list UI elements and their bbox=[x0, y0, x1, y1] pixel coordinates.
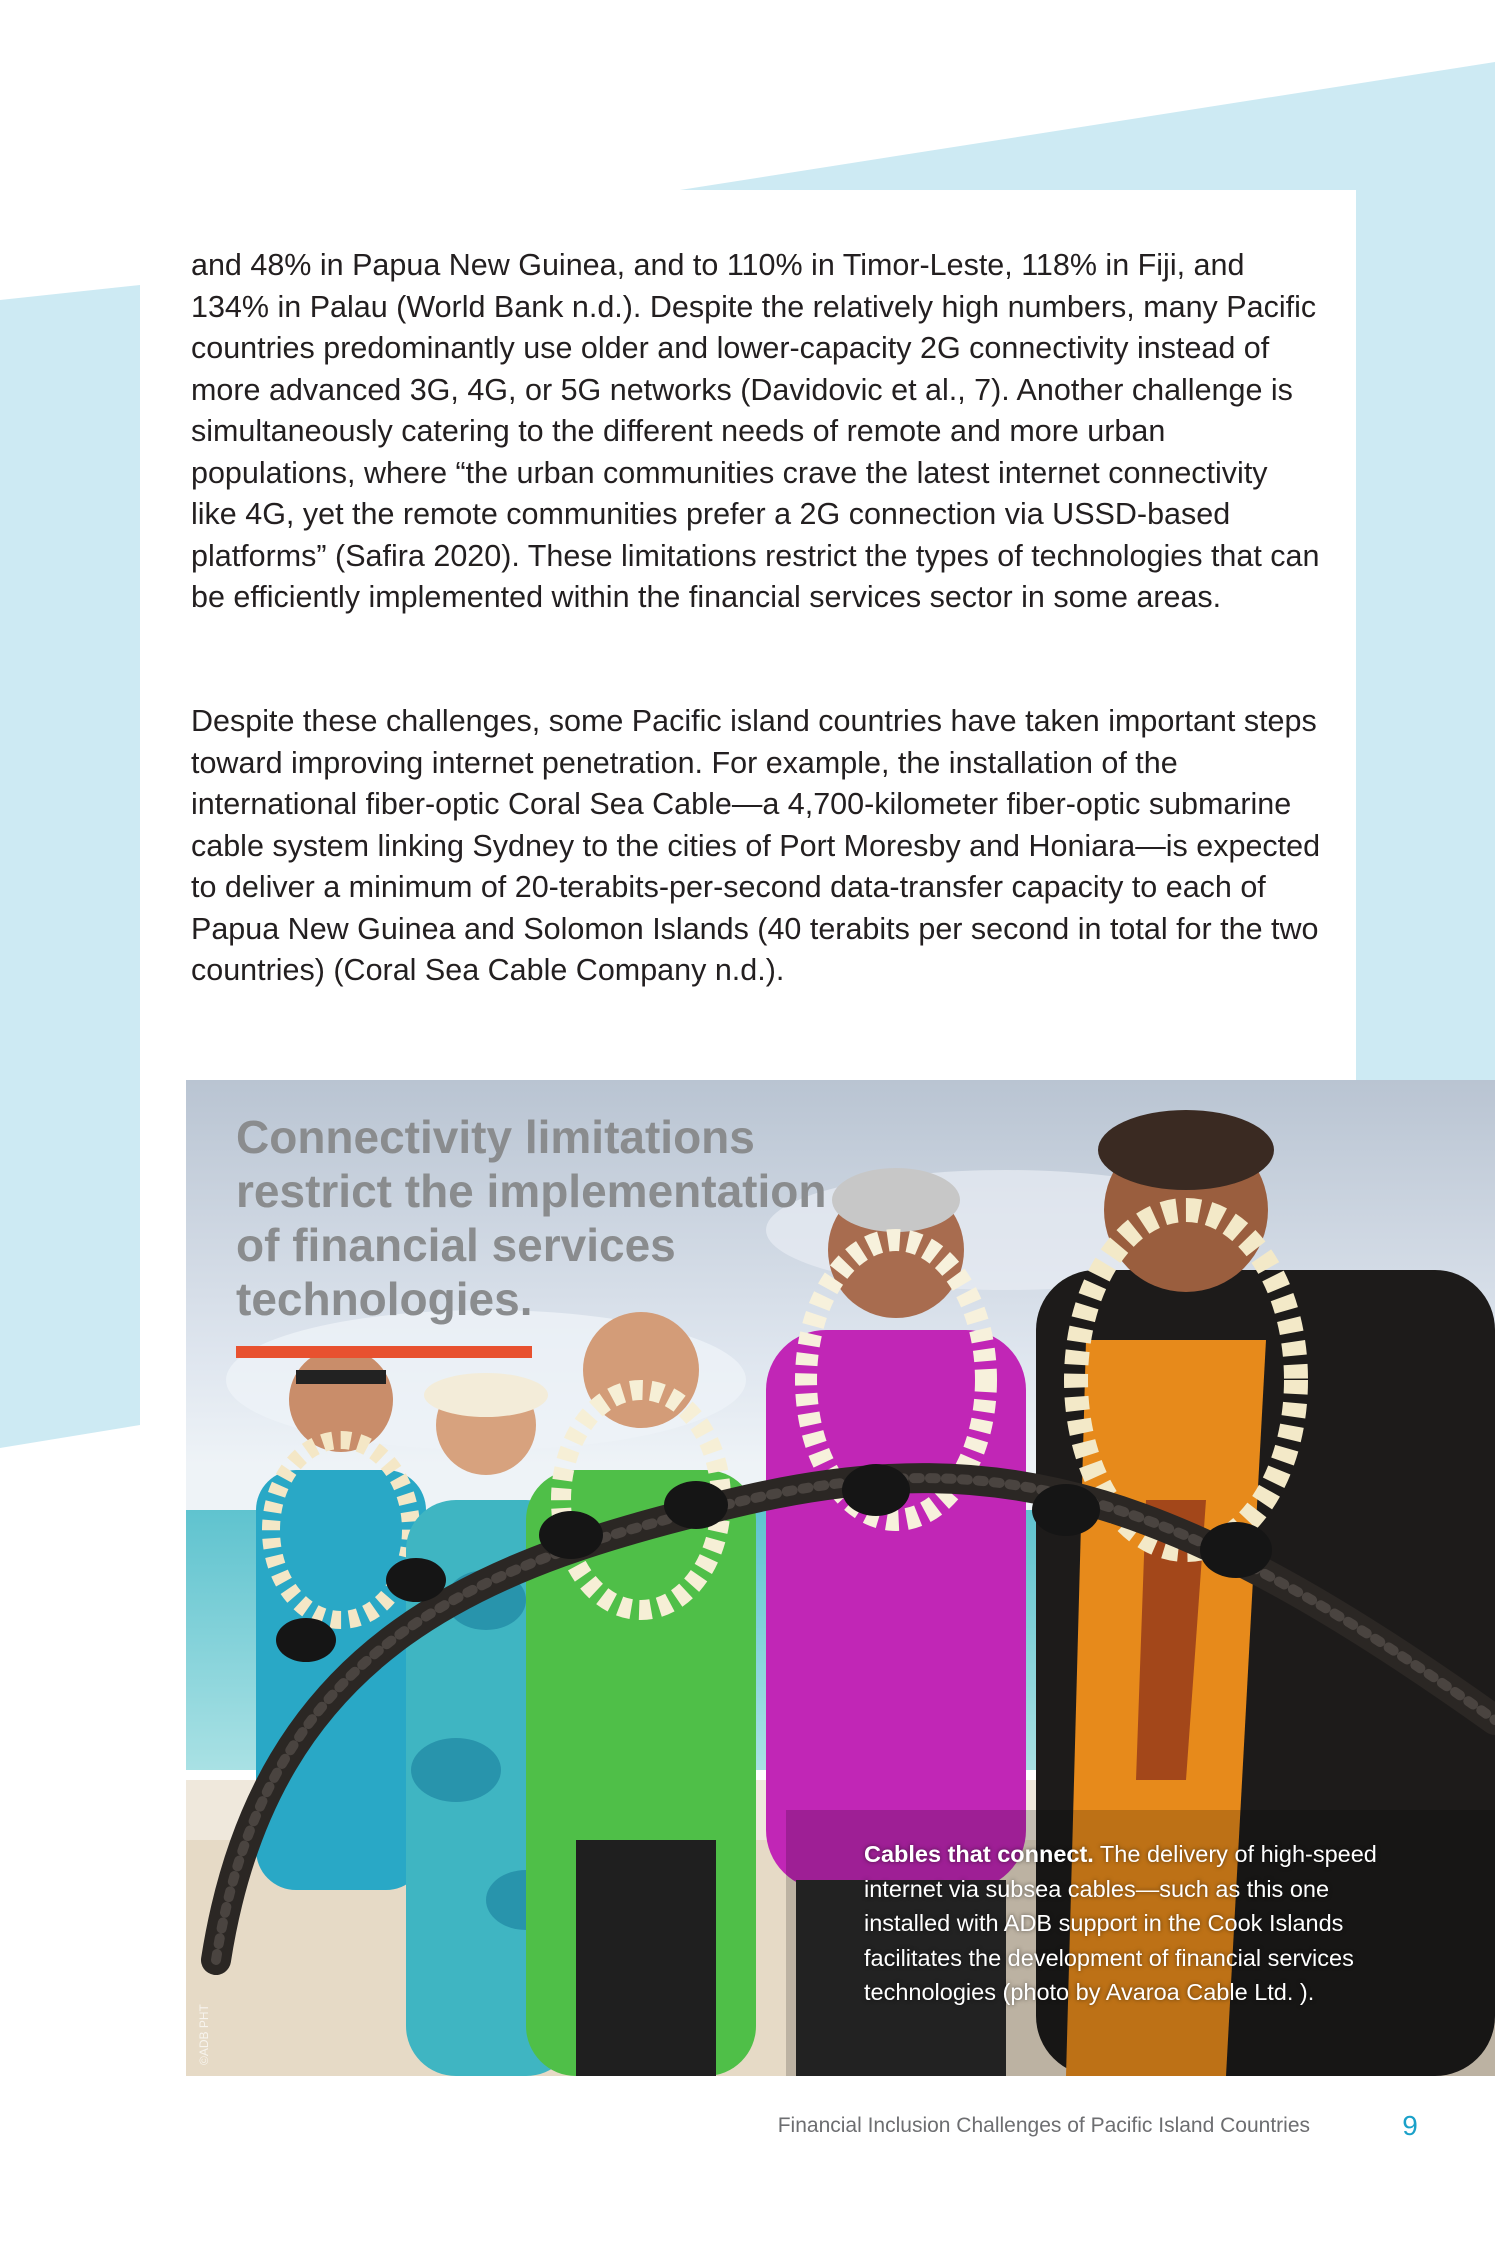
body-paragraph: Despite these challenges, some Pacific island countries have taken important steps toward improving internet penetration. For example, the installation of the international fiber-optic Coral Sea Cable—a 4,700-kilometer fiber-optic submarine cable system linking Sydney to the cities of Port Moresby and Honiara—is expected to deliver a minimum of 20-terabits-per-second data-transfer capacity to each of Papua New Guinea and Solomon Islands (40 terabits per second in total for the two countries) (Coral Sea Cable Company n.d.). bbox=[191, 704, 1321, 987]
photo-credit-watermark: ©ADB PHT bbox=[197, 2004, 211, 2065]
caption-lead: Cables that connect. bbox=[864, 1841, 1094, 1867]
pull-quote: Connectivity limitations restrict the implementation of financial services technologies. bbox=[236, 1111, 827, 1325]
footer-title: Financial Inclusion Challenges of Pacific Island Countries bbox=[777, 2114, 1310, 2137]
page-number: 9 bbox=[1402, 2110, 1418, 2141]
accent-rule bbox=[236, 1346, 532, 1358]
photo-caption bbox=[864, 1837, 1404, 2010]
caption-text: The delivery of high-speed internet via subsea cables—such as this one installed with ADB support in the Cook Islands facilitates the development of financial services technologies (photo by Avaroa Cable Ltd. ). bbox=[864, 1841, 1377, 2005]
body-paragraph: and 48% in Papua New Guinea, and to 110% in Timor-Leste, 118% in Fiji, and 134% in Palau (World Bank n.d.). Despite the relatively high numbers, many Pacific countries predominantly use older and lower-capacity 2G connectivity instead of more advanced 3G, 4G, or 5G networks (Davidovic et al., 7). Another challenge is simultaneously catering to the different needs of remote and more urban populations, where “the urban communities crave the latest internet connectivity like 4G, yet the remote communities prefer a 2G connection via USSD-based platforms” (Safira 2020). These limitations restrict the types of technologies that can be efficiently implemented within the financial services sector in some areas. bbox=[191, 248, 1320, 614]
